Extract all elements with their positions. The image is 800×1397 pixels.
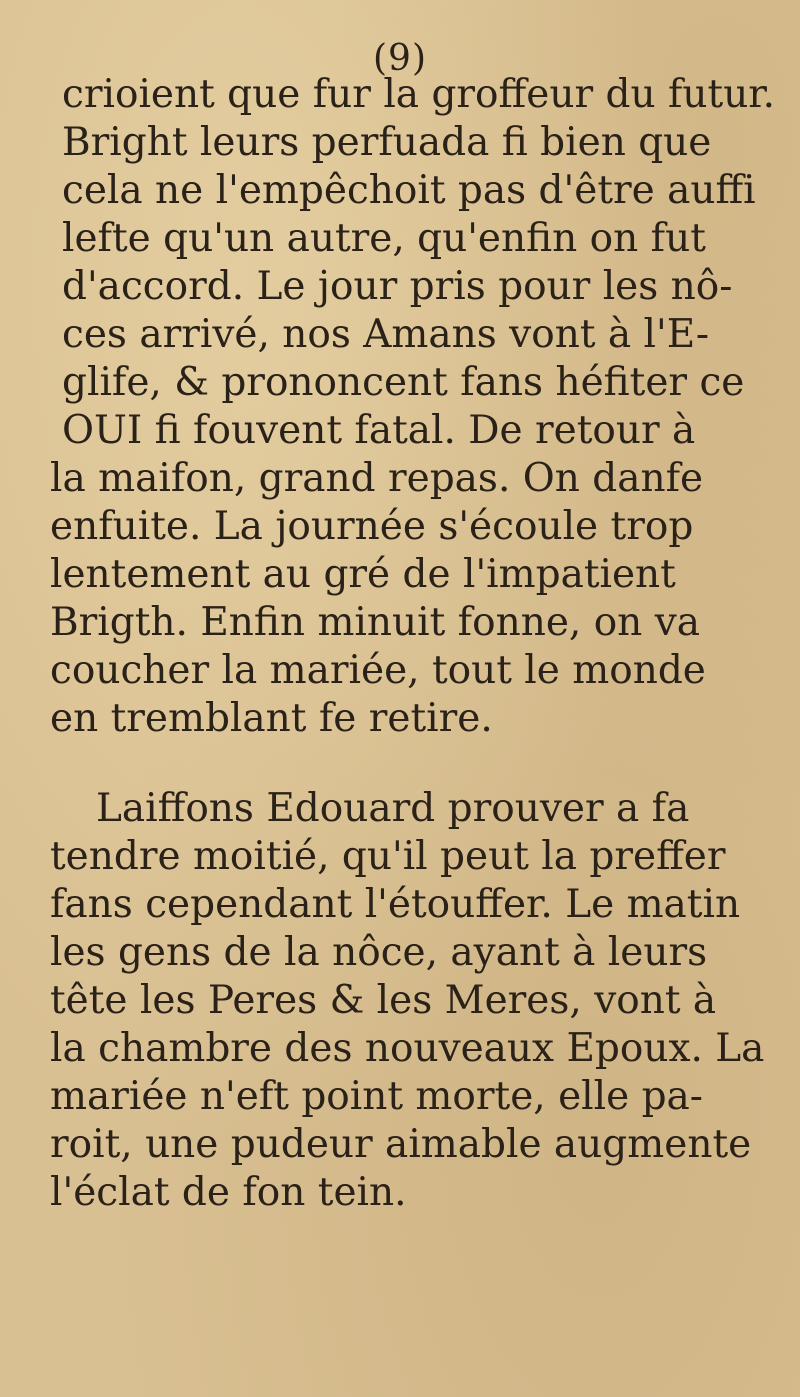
text-line-2: Bright leurs perfuada fi bien que xyxy=(62,120,712,165)
text-line-4: lefte qu'un autre, qu'enfin on fut xyxy=(62,216,706,261)
text-line-11: lentement au gré de l'impatient xyxy=(50,552,676,597)
text-line-8: OUI fi fouvent fatal. De retour à xyxy=(62,408,696,453)
text-line-3: cela ne l'empêchoit pas d'être auffi xyxy=(62,168,756,213)
text-line-15: Laiffons Edouard prouver a fa xyxy=(96,786,690,831)
text-line-19: tête les Peres & les Meres, vont à xyxy=(50,978,717,1023)
page-number: (9) xyxy=(373,38,427,79)
text-line-22: roit, une pudeur aimable augmente xyxy=(50,1122,752,1167)
text-line-21: mariée n'eft point morte, elle pa- xyxy=(50,1074,703,1119)
text-line-5: d'accord. Le jour pris pour les nô- xyxy=(62,264,733,309)
text-line-23: l'éclat de fon tein. xyxy=(50,1170,407,1215)
text-line-13: coucher la mariée, tout le monde xyxy=(50,648,706,693)
text-line-17: fans cependant l'étouffer. Le matin xyxy=(50,882,741,927)
text-line-20: la chambre des nouveaux Epoux. La xyxy=(50,1026,765,1071)
text-line-16: tendre moitié, qu'il peut la preffer xyxy=(50,834,726,879)
text-line-6: ces arrivé, nos Amans vont à l'E- xyxy=(62,312,710,357)
text-line-14: en tremblant fe retire. xyxy=(50,696,493,741)
text-line-7: glife, & prononcent fans héfiter ce xyxy=(62,360,745,405)
text-line-1: crioient que fur la groffeur du futur. xyxy=(62,72,776,117)
text-line-10: enfuite. La journée s'écoule trop xyxy=(50,504,694,549)
text-line-18: les gens de la nôce, ayant à leurs xyxy=(50,930,708,975)
text-line-9: la maifon, grand repas. On danfe xyxy=(50,456,704,501)
text-line-12: Brigth. Enfin minuit fonne, on va xyxy=(50,600,700,645)
